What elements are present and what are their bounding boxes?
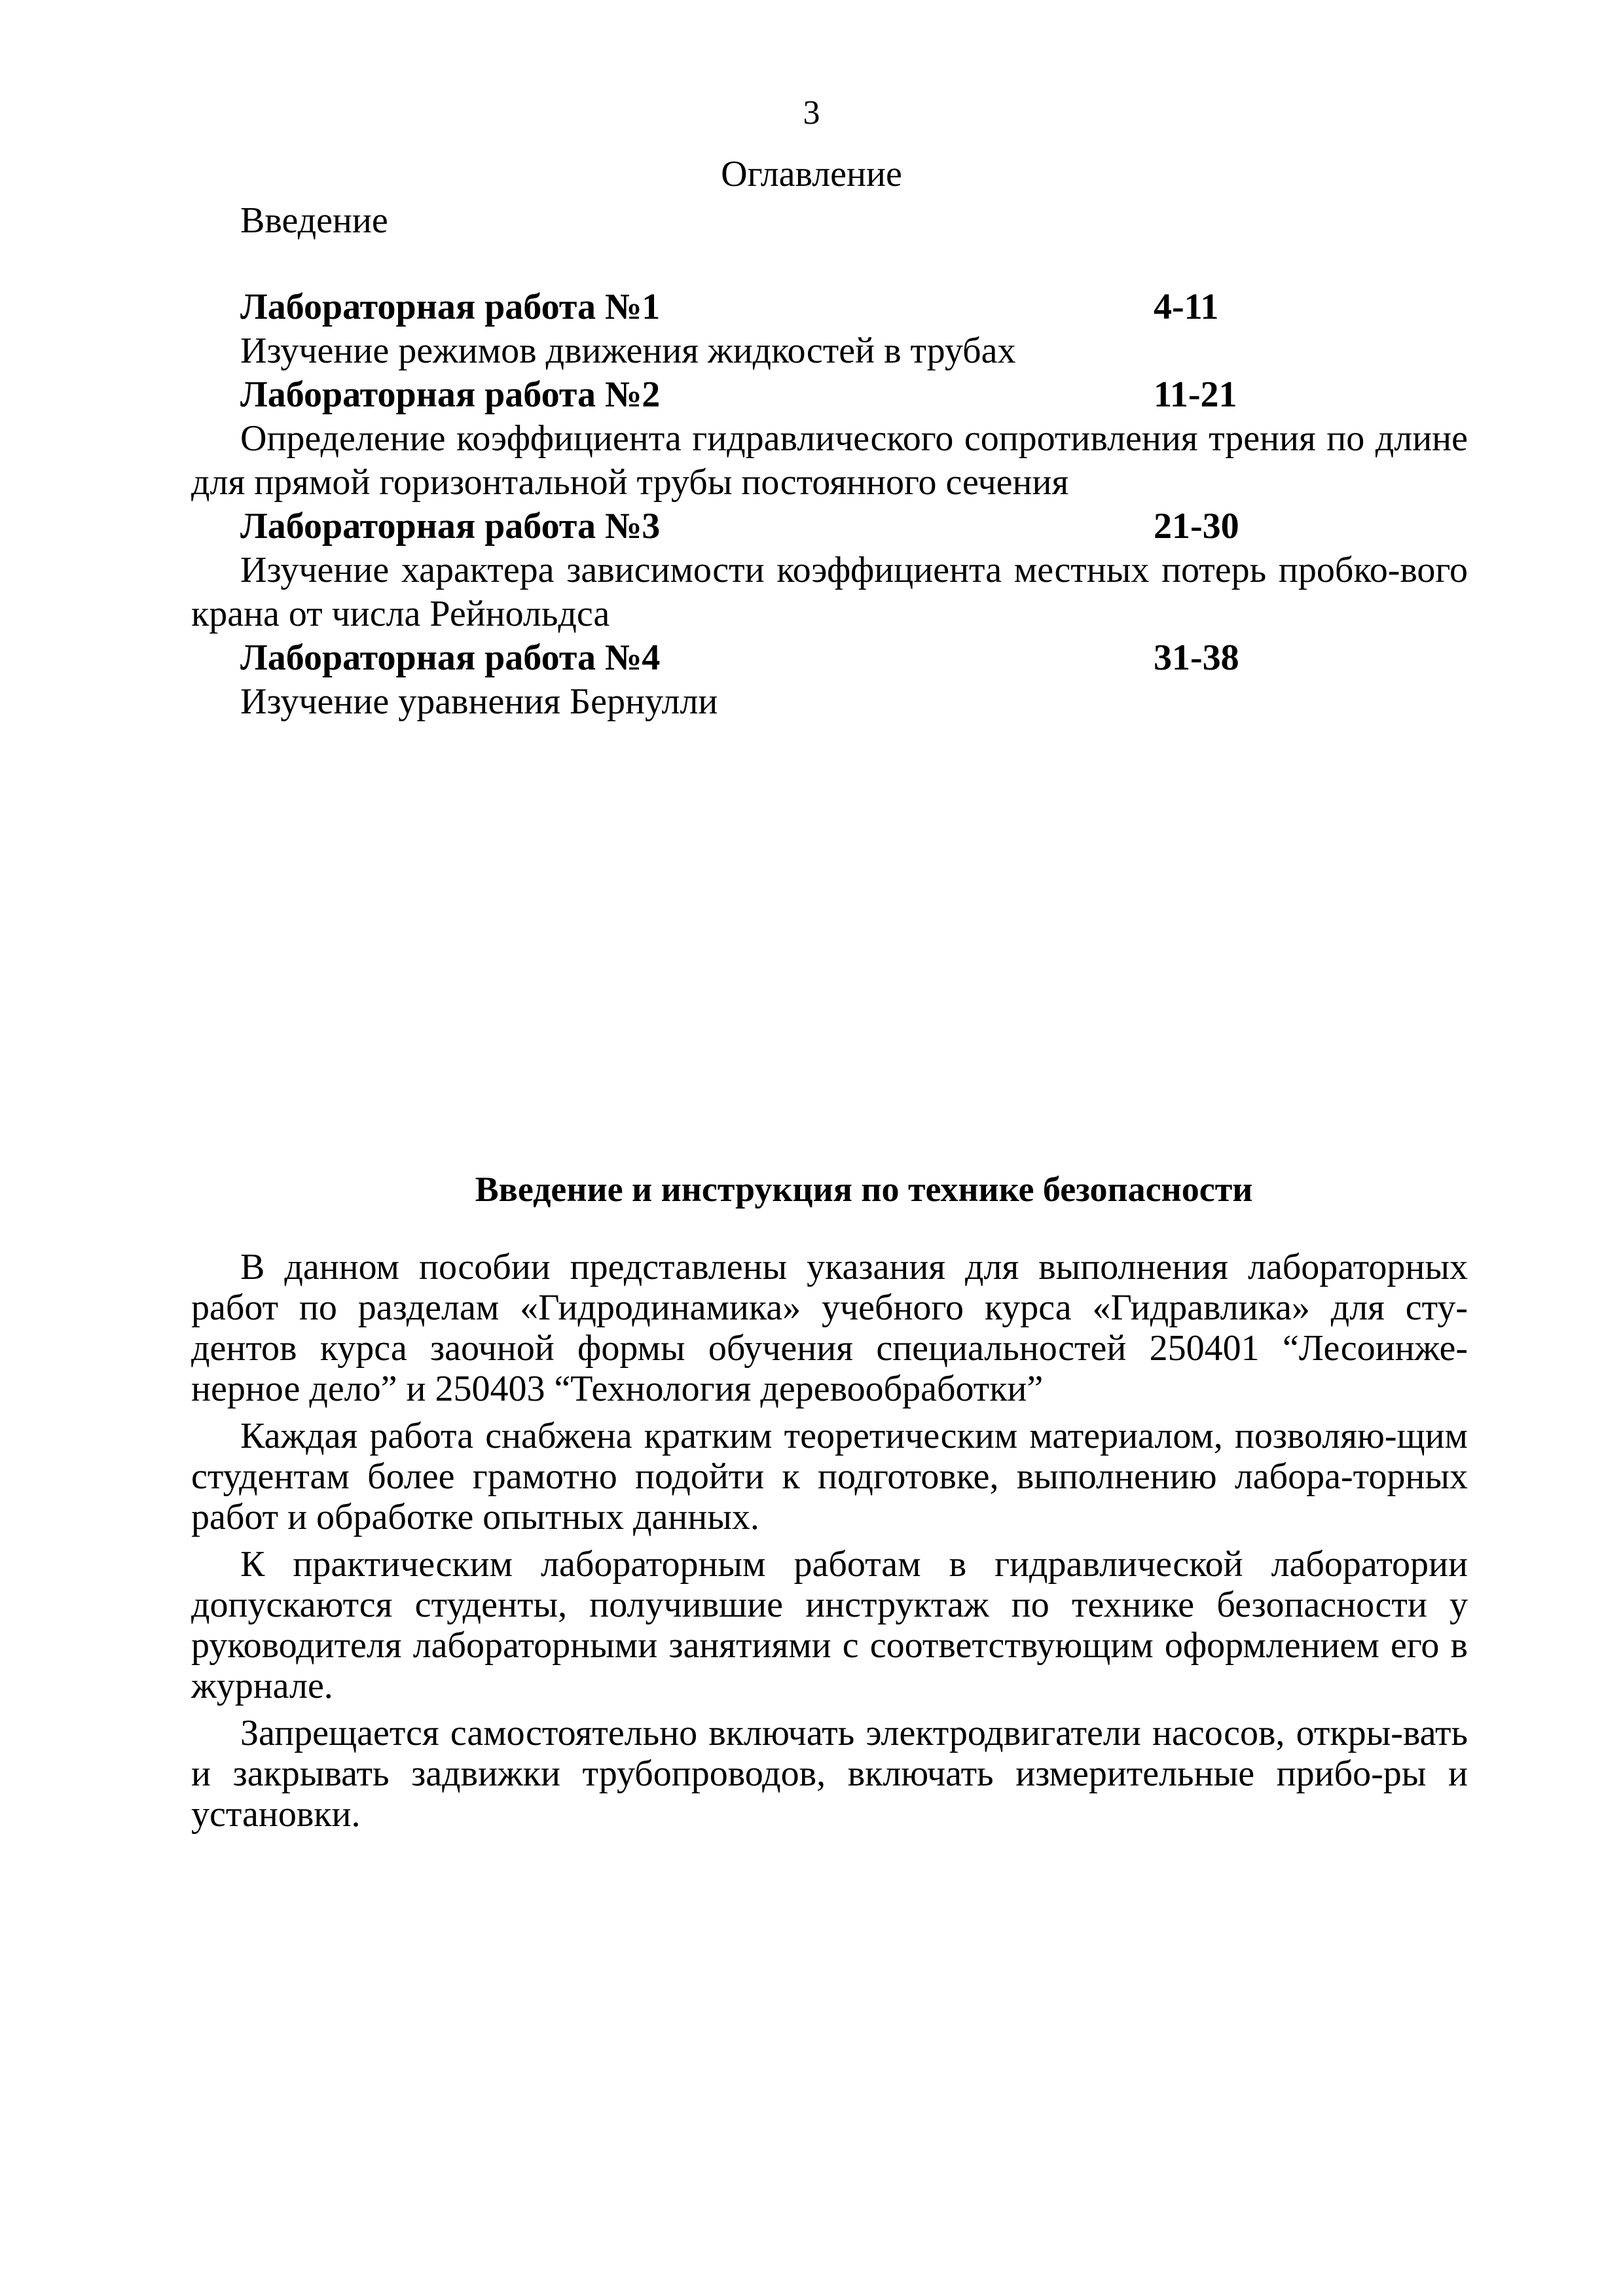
toc-entry [191,505,1468,636]
toc-entry-heading [191,505,1468,548]
paragraph: Каждая работа снабжена кратким теоретическим материалом, позволяю-щим студентам более грамотно подойти к подготовке, выполнению лабора-торных работ и обработке опытных данных. [191,1416,1468,1537]
toc-entry-description: Изучение режимов движения жидкостей в трубах [240,331,1016,371]
paragraph: Запрещается самостоятельно включать электродвигатели насосов, откры-вать и закрывать задвижки трубопроводов, включать измерительные прибо-ры и установки. [191,1713,1468,1835]
toc-entry [191,373,1468,505]
paragraph: К практическим лабораторным работам в гидравлической лаборатории допускаются студенты, получившие инструктаж по технике безопасности у руководителя лабораторными занятиями с соответствующим оформлением его в журнале. [191,1544,1468,1706]
paragraph: В данном пособии представлены указания для выполнения лабораторных работ по разделам «Гидродинамика» учебного курса «Гидравлика» для сту-дентов курса заочной формы обучения специальностей 250401 “Лесоинже-нерное дело” и 250403 “Технология деревообработки” [191,1247,1468,1409]
toc-entry-description: Определение коэффициента гидравлического сопротивления трения по длине для прямой горизонтальной трубы постоянного сечения [191,418,1468,503]
toc-entry-title: Лабораторная работа №1 [240,287,661,327]
toc-entry-heading [191,373,1468,417]
toc-intro: Введение [240,200,388,241]
page-number: 3 [803,94,820,132]
toc-entry-pages: 4-11 [1154,287,1219,327]
table-of-contents [191,285,1468,724]
toc-entry-description: Изучение уравнения Бернулли [240,681,718,722]
toc-entry [191,285,1468,373]
toc-entry-heading [191,636,1468,680]
toc-entry-heading [191,285,1468,329]
toc-entry [191,636,1468,724]
toc-entry-pages: 31-38 [1154,637,1239,678]
toc-title: Оглавление [721,154,902,194]
section-body [191,1247,1468,1841]
toc-entry-title: Лабораторная работа №2 [240,374,661,415]
section-title: Введение и инструкция по технике безопасности [475,1170,1253,1209]
toc-entry-pages: 21-30 [1154,506,1239,547]
toc-entry-description: Изучение характера зависимости коэффициента местных потерь пробко-вого крана от числа Рейнольдса [191,550,1468,634]
toc-entry-pages: 11-21 [1154,374,1237,415]
toc-entry-title: Лабораторная работа №3 [240,506,661,547]
toc-entry-title: Лабораторная работа №4 [240,637,661,678]
